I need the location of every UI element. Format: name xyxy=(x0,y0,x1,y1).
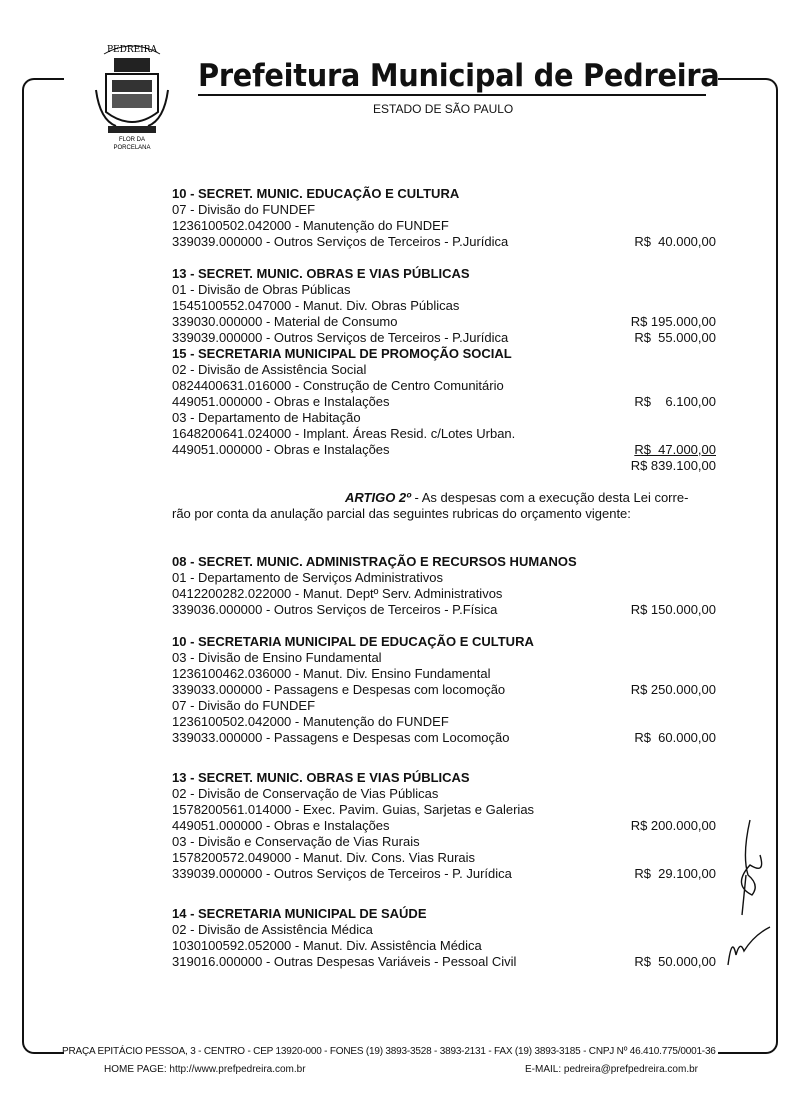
line-text: 03 - Divisão e Conservação de Vias Rurais xyxy=(172,834,420,849)
svg-text:PEDREIRA: PEDREIRA xyxy=(106,45,158,55)
line-text: 449051.000000 - Obras e Instalações xyxy=(172,394,390,409)
line-text: 1236100462.036000 - Manut. Div. Ensino Fundamental xyxy=(172,666,491,681)
title-underline xyxy=(198,94,706,96)
line-text: 02 - Divisão de Conservação de Vias Públicas xyxy=(172,786,439,801)
budget-section xyxy=(172,770,720,882)
budget-credits xyxy=(172,186,720,474)
line-text: 08 - SECRET. MUNIC. ADMINISTRAÇÃO E RECURSOS HUMANOS xyxy=(172,554,577,569)
budget-line xyxy=(172,378,720,394)
svg-text:PORCELANA: PORCELANA xyxy=(113,145,151,151)
line-text: 0412200282.022000 - Manut. Deptº Serv. Administrativos xyxy=(172,586,503,601)
line-text: 07 - Divisão do FUNDEF xyxy=(172,202,316,217)
budget-section xyxy=(172,906,720,970)
signatures xyxy=(720,815,780,975)
budget-section xyxy=(172,634,720,746)
line-text: 339039.000000 - Outros Serviços de Terceiros - P. Jurídica xyxy=(172,866,512,881)
amount: R$ 839.100,00 xyxy=(630,458,716,473)
line-text: 319016.000000 - Outras Despesas Variáveis - Pessoal Civil xyxy=(172,954,517,969)
line-text: 13 - SECRET. MUNIC. OBRAS E VIAS PÚBLICAS xyxy=(172,770,470,785)
budget-line xyxy=(172,442,720,458)
document-body xyxy=(172,186,720,970)
article-text-2: rão por conta da anulação parcial das seguintes rubricas do orçamento vigente: xyxy=(172,506,631,521)
line-text: 01 - Divisão de Obras Públicas xyxy=(172,282,351,297)
line-text: 02 - Divisão de Assistência Social xyxy=(172,362,367,377)
budget-line xyxy=(172,426,720,442)
amount: R$ 6.100,00 xyxy=(634,394,716,409)
line-text: 339039.000000 - Outros Serviços de Terceiros - P.Jurídica xyxy=(172,330,509,345)
section-heading xyxy=(172,634,720,650)
line-text: 339030.000000 - Material de Consumo xyxy=(172,314,398,329)
line-text: 15 - SECRETARIA MUNICIPAL DE PROMOÇÃO SOCIAL xyxy=(172,346,512,361)
budget-line xyxy=(172,650,720,666)
line-text: 339033.000000 - Passagens e Despesas com locomoção xyxy=(172,682,506,697)
amount: R$ 40.000,00 xyxy=(634,234,716,249)
line-text: 14 - SECRETARIA MUNICIPAL DE SAÚDE xyxy=(172,906,427,921)
budget-line xyxy=(172,234,720,250)
budget-line xyxy=(172,730,720,746)
amount: R$ 200.000,00 xyxy=(630,818,716,833)
budget-line xyxy=(172,850,720,866)
amount: R$ 250.000,00 xyxy=(630,682,716,697)
budget-annulments xyxy=(172,554,720,970)
budget-line xyxy=(172,586,720,602)
budget-line xyxy=(172,218,720,234)
budget-line xyxy=(172,314,720,330)
budget-line xyxy=(172,298,720,314)
amount: R$ 29.100,00 xyxy=(634,866,716,881)
line-text: 01 - Departamento de Serviços Administrativos xyxy=(172,570,443,585)
budget-line xyxy=(172,602,720,618)
budget-line xyxy=(172,330,720,346)
line-text: 339033.000000 - Passagens e Despesas com Locomoção xyxy=(172,730,510,745)
line-text: 1030100592.052000 - Manut. Div. Assistência Médica xyxy=(172,938,482,953)
line-text: 03 - Divisão de Ensino Fundamental xyxy=(172,650,382,665)
line-text: 10 - SECRETARIA MUNICIPAL DE EDUCAÇÃO E CULTURA xyxy=(172,634,534,649)
budget-line xyxy=(172,410,720,426)
line-text: 449051.000000 - Obras e Instalações xyxy=(172,818,390,833)
article-text-1: - As despesas com a execução desta Lei corre- xyxy=(410,490,689,505)
budget-line xyxy=(172,458,720,474)
budget-section xyxy=(172,554,720,618)
line-text: 02 - Divisão de Assistência Médica xyxy=(172,922,373,937)
section-heading xyxy=(172,266,720,282)
budget-section xyxy=(172,266,720,474)
line-text: 13 - SECRET. MUNIC. OBRAS E VIAS PÚBLICAS xyxy=(172,266,470,281)
line-text: 1236100502.042000 - Manutenção do FUNDEF xyxy=(172,714,449,729)
budget-line xyxy=(172,698,720,714)
page-subtitle: ESTADO DE SÃO PAULO xyxy=(373,102,514,116)
page-title: Prefeitura Municipal de Pedreira xyxy=(198,58,720,94)
article-label: ARTIGO 2º xyxy=(345,490,411,505)
budget-line xyxy=(172,802,720,818)
budget-line xyxy=(172,682,720,698)
budget-section xyxy=(172,186,720,250)
amount: R$ 195.000,00 xyxy=(630,314,716,329)
amount: R$ 50.000,00 xyxy=(634,954,716,969)
budget-line xyxy=(172,866,720,882)
budget-line xyxy=(172,362,720,378)
budget-line xyxy=(172,714,720,730)
amount: R$ 55.000,00 xyxy=(634,330,716,345)
budget-line xyxy=(172,282,720,298)
line-text: 0824400631.016000 - Construção de Centro Comunitário xyxy=(172,378,504,393)
line-text: 1236100502.042000 - Manutenção do FUNDEF xyxy=(172,218,449,233)
budget-line xyxy=(172,922,720,938)
line-text: 1648200641.024000 - Implant. Áreas Resid. c/Lotes Urban. xyxy=(172,426,516,441)
footer-email[interactable]: E-MAIL: pedreira@prefpedreira.com.br xyxy=(525,1064,698,1075)
line-text: 1578200572.049000 - Manut. Div. Cons. Vias Rurais xyxy=(172,850,476,865)
line-text: 1545100552.047000 - Manut. Div. Obras Públicas xyxy=(172,298,460,313)
budget-line xyxy=(172,394,720,410)
section-heading xyxy=(172,906,720,922)
budget-line xyxy=(172,570,720,586)
section-heading xyxy=(172,554,720,570)
footer-address: PRAÇA EPITÁCIO PESSOA, 3 - CENTRO - CEP 13920-000 - FONES (19) 3893-3528 - 3893-2131 - FAX (19) 3893-3185 - CNPJ Nº 46.410.775/0001-36 xyxy=(62,1046,716,1057)
footer-homepage[interactable]: HOME PAGE: http://www.prefpedreira.com.br xyxy=(104,1064,306,1075)
section-heading xyxy=(172,346,720,362)
article-paragraph xyxy=(172,490,720,522)
page-frame-left xyxy=(22,78,64,1054)
section-heading xyxy=(172,770,720,786)
coat-of-arms-logo xyxy=(92,40,172,152)
budget-line xyxy=(172,938,720,954)
section-heading xyxy=(172,186,720,202)
line-text: 03 - Departamento de Habitação xyxy=(172,410,361,425)
line-text: 339039.000000 - Outros Serviços de Terceiros - P.Jurídica xyxy=(172,234,509,249)
svg-text:FLOR DA: FLOR DA xyxy=(118,137,146,143)
budget-line xyxy=(172,786,720,802)
budget-line xyxy=(172,834,720,850)
line-text: 449051.000000 - Obras e Instalações xyxy=(172,442,390,457)
line-text: 339036.000000 - Outros Serviços de Terceiros - P.Física xyxy=(172,602,498,617)
amount: R$ 150.000,00 xyxy=(630,602,716,617)
budget-line xyxy=(172,666,720,682)
budget-line xyxy=(172,954,720,970)
amount: R$ 47.000,00 xyxy=(634,442,716,457)
budget-line xyxy=(172,202,720,218)
amount: R$ 60.000,00 xyxy=(634,730,716,745)
line-text: 1578200561.014000 - Exec. Pavim. Guias, Sarjetas e Galerias xyxy=(172,802,535,817)
line-text: 07 - Divisão do FUNDEF xyxy=(172,698,316,713)
line-text: 10 - SECRET. MUNIC. EDUCAÇÃO E CULTURA xyxy=(172,186,460,201)
budget-line xyxy=(172,818,720,834)
